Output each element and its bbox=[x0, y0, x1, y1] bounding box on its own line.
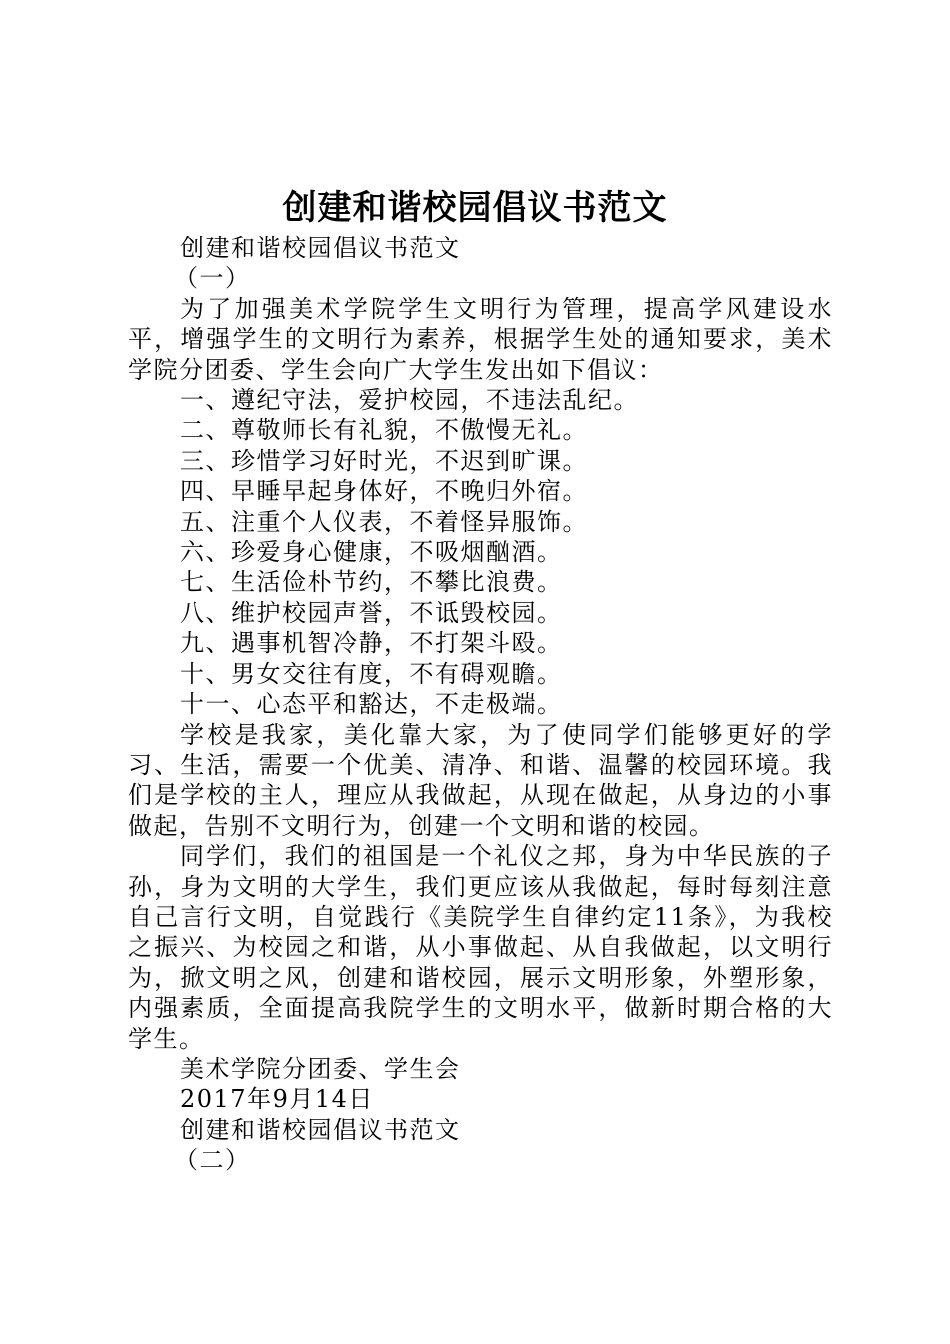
list-item: 二、尊敬师长有礼貌，不傲慢无礼。 bbox=[180, 416, 588, 445]
list-item: 三、珍惜学习好时光，不迟到旷课。 bbox=[180, 446, 588, 475]
list-item: 六、珍爱身心健康，不吸烟酗酒。 bbox=[180, 538, 563, 567]
list-item: 五、注重个人仪表，不着怪异服饰。 bbox=[180, 507, 588, 536]
list-item: 九、遇事机智冷静，不打架斗殴。 bbox=[180, 629, 563, 658]
list-item: 八、维护校园声誉，不诋毁校园。 bbox=[180, 598, 563, 627]
list-item: 七、生活俭朴节约，不攀比浪费。 bbox=[180, 568, 563, 597]
section-label-1: （一） bbox=[174, 264, 251, 293]
document-title: 创建和谐校园倡议书范文 bbox=[282, 188, 668, 228]
section-label-2: （二） bbox=[174, 1146, 251, 1175]
list-item: 四、早睡早起身体好，不晚归外宿。 bbox=[180, 477, 588, 506]
list-item: 一、遵纪守法，爱护校园，不违法乱纪。 bbox=[180, 386, 639, 415]
paragraph-2: 学校是我家，美化靠大家，为了使同学们能够更好的学习、生活，需要一个优美、清净、和谐、温馨的校园环境。我们是学校的主人，理应从我做起，从现在做起，从身边的小事做起，告别不文明行为，创建一个文明和谐的校园。 bbox=[128, 720, 833, 840]
paragraph-3: 同学们，我们的祖国是一个礼仪之邦，身为中华民族的子孙，身为文明的大学生，我们更应该从我做起，每时每刻注意自己言行文明，自觉践行《美院学生自律约定11条》，为我校之振兴、为校园之和谐，从小事做起、从自我做起，以文明行为，掀文明之风，创建和谐校园，展示文明形象，外塑形象，内强素质，全面提高我院学生的文明水平，做新时期合格的大学生。 bbox=[128, 842, 833, 1053]
list-item: 十、男女交往有度，不有碍观瞻。 bbox=[180, 659, 563, 688]
list-item: 十一、心态平和豁达，不走极端。 bbox=[180, 690, 563, 719]
intro-paragraph: 为了加强美术学院学生文明行为管理，提高学风建设水平，增强学生的文明行为素养，根据学生处的通知要求，美术学院分团委、学生会向广大学生发出如下倡议： bbox=[128, 294, 833, 384]
document-body bbox=[128, 233, 833, 1176]
subtitle-2: 创建和谐校园倡议书范文 bbox=[180, 1115, 461, 1144]
date: 2017年9月14日 bbox=[180, 1085, 374, 1114]
signature: 美术学院分团委、学生会 bbox=[180, 1054, 461, 1083]
subtitle: 创建和谐校园倡议书范文 bbox=[180, 234, 461, 262]
